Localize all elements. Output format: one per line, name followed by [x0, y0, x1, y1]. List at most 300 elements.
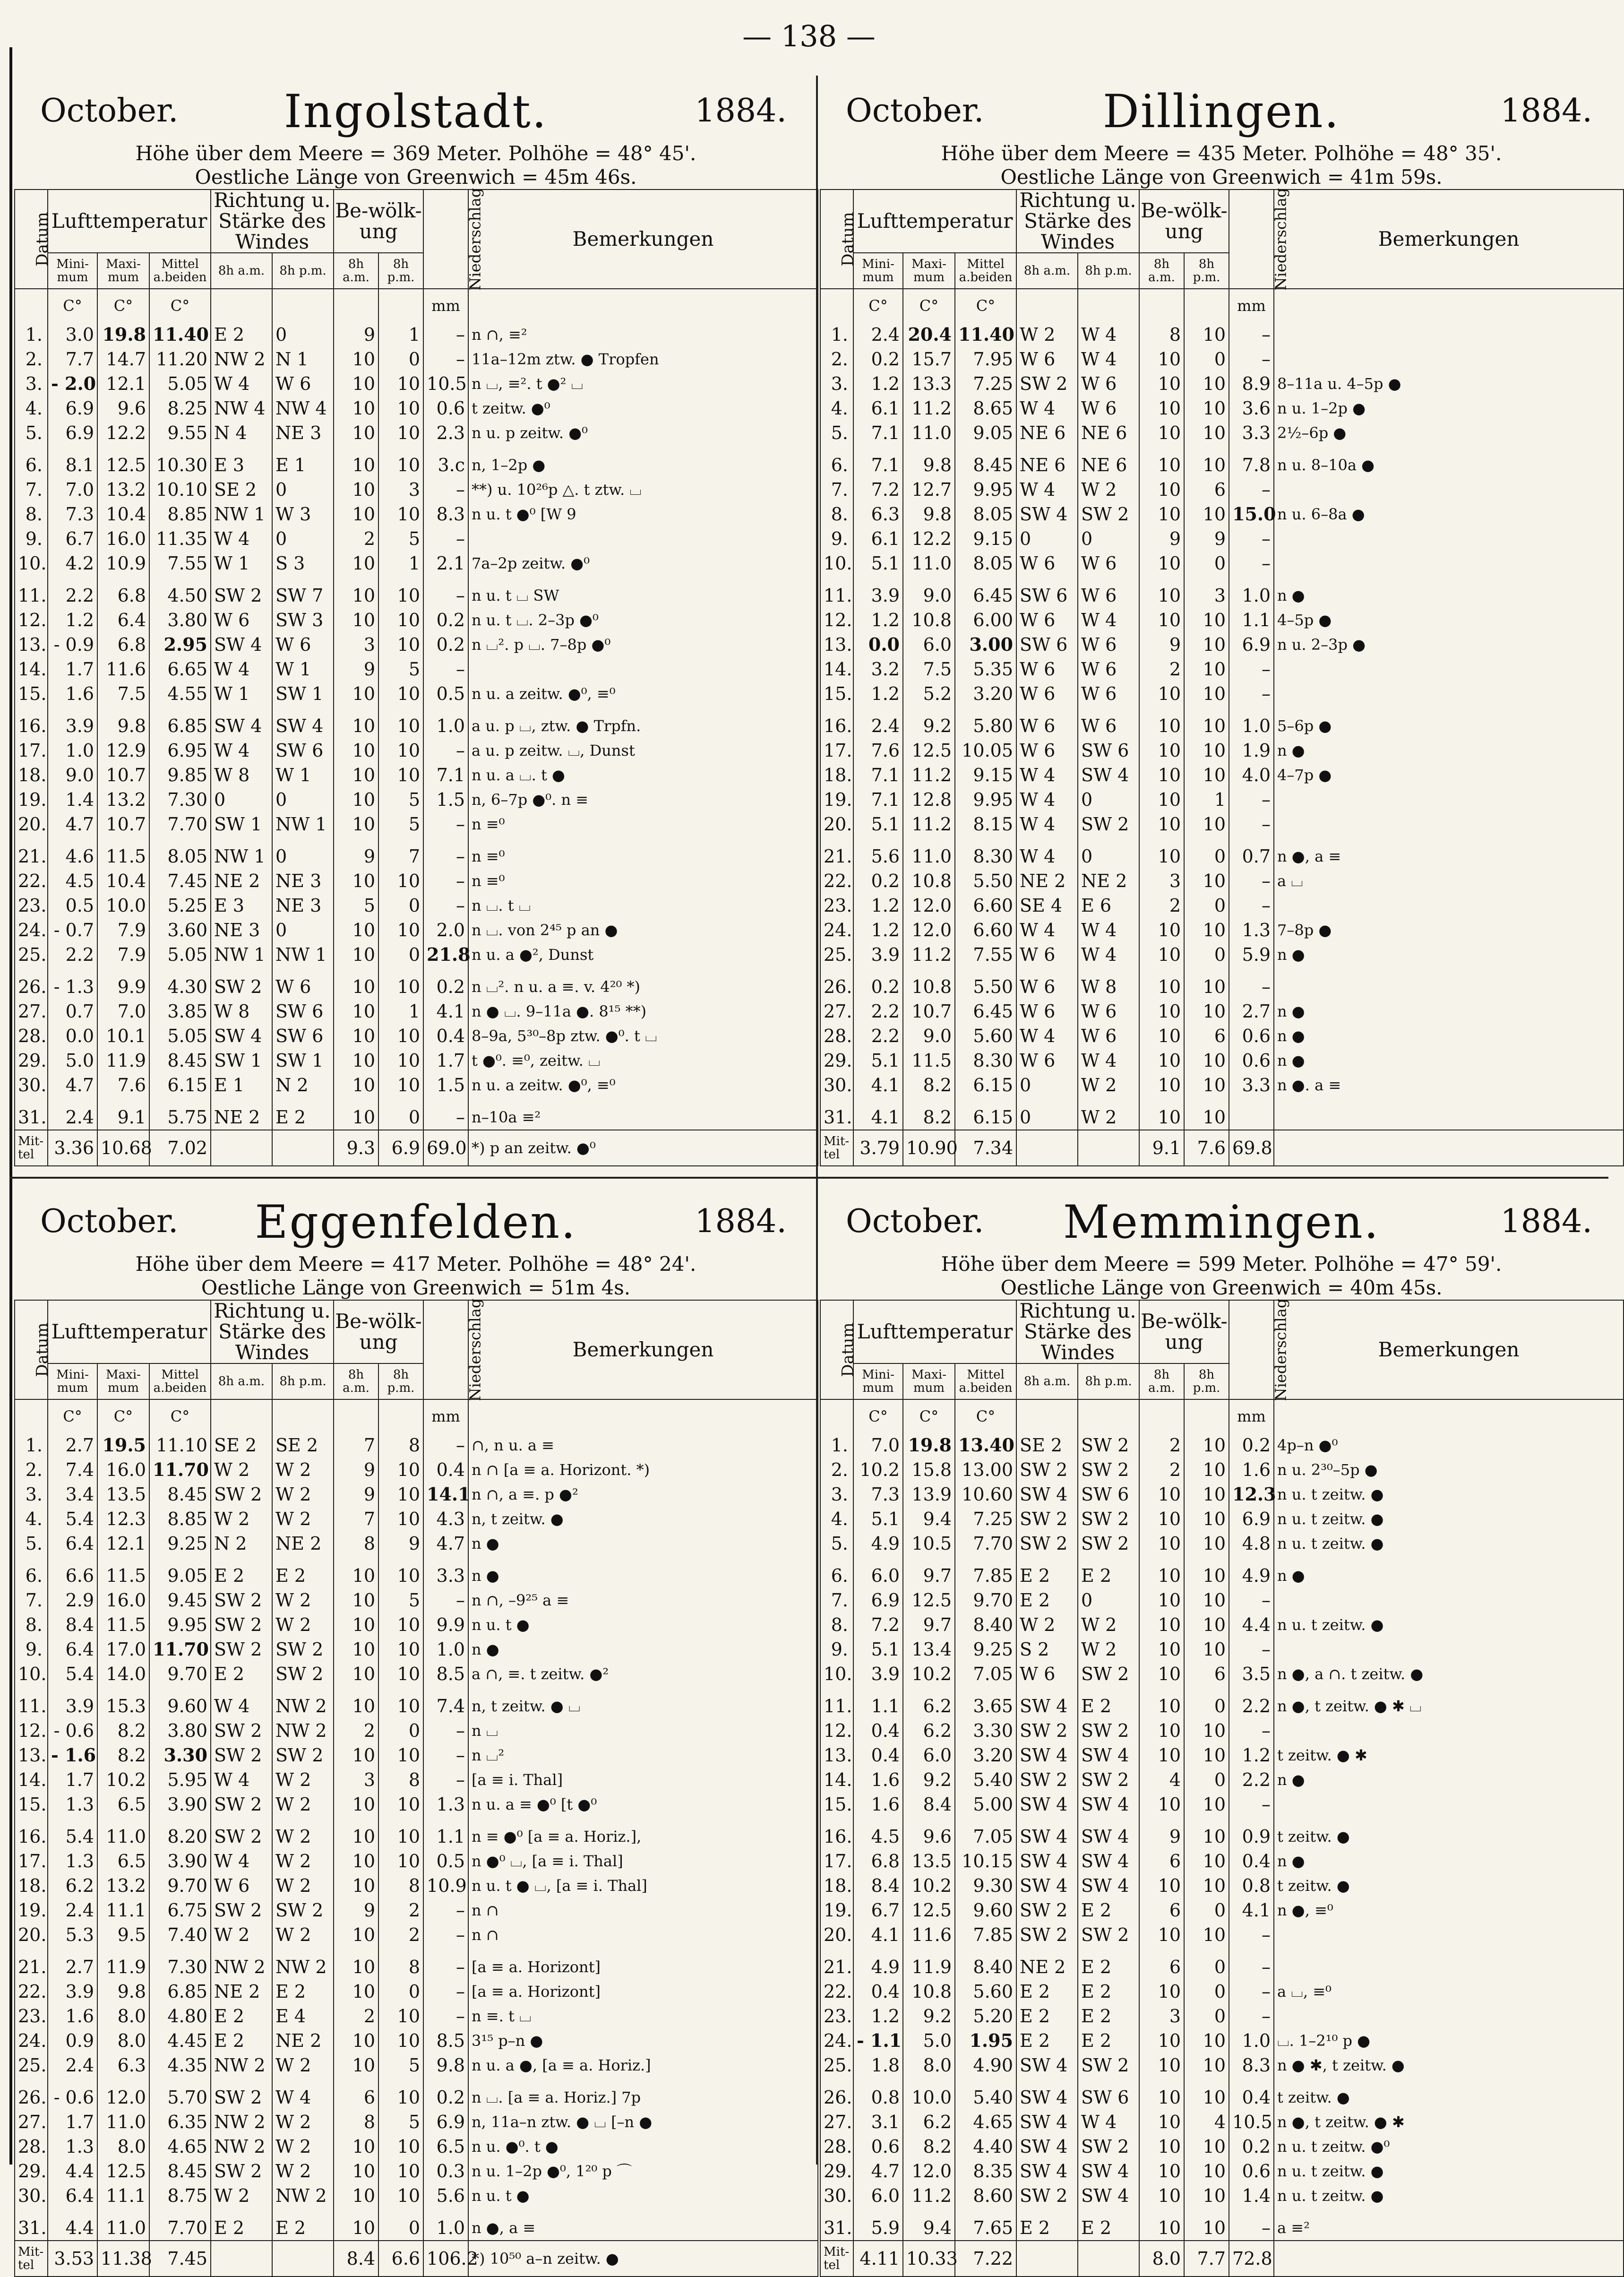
precipitation-cell: 0.3 — [423, 2159, 468, 2183]
precipitation-cell: – — [423, 893, 468, 918]
remarks-cell — [1274, 1792, 1624, 1817]
spacer-cell — [211, 2208, 272, 2216]
precipitation-cell: – — [1229, 347, 1274, 371]
cloud-pm-cell: 10 — [378, 1792, 423, 1817]
remarks-cell: [a ≡ a. Horizont] — [468, 1979, 818, 2004]
cloud-am-cell: 10 — [334, 347, 378, 371]
max-temp-cell: 11.0 — [97, 2110, 149, 2134]
min-temp-cell: 7.6 — [853, 738, 903, 763]
mean-temp-cell: 7.85 — [955, 1923, 1016, 1947]
units-cell — [468, 289, 818, 322]
max-temp-cell: 9.9 — [97, 975, 149, 999]
mean-temp-cell: 9.30 — [955, 1873, 1016, 1898]
spacer-row — [15, 2208, 818, 2216]
wind-pm-cell: W 2 — [272, 1824, 334, 1849]
precipitation-cell: 1.2 — [1229, 1743, 1274, 1768]
min-temp-cell: 0.2 — [853, 869, 903, 893]
spacer-cell — [1229, 576, 1274, 583]
precipitation-cell: – — [1229, 1637, 1274, 1662]
precipitation-cell: 3.3 — [1229, 1073, 1274, 1097]
spacer-cell — [820, 2078, 853, 2085]
spacer-cell — [853, 1556, 903, 1563]
spacer-cell — [97, 1556, 149, 1563]
precipitation-cell: 1.1 — [1229, 608, 1274, 632]
min-temp-cell: 2.4 — [853, 714, 903, 738]
spacer-cell — [211, 2078, 272, 2085]
spacer-row — [15, 1097, 818, 1105]
cloud-am-cell: 10 — [334, 421, 378, 445]
remarks-cell: n u. t ⌴ SW — [468, 583, 818, 608]
spacer-cell — [853, 837, 903, 844]
table-row — [15, 477, 818, 502]
header-bewoelkung: Be-wölk-ung — [1139, 1300, 1229, 1363]
table-row — [15, 1923, 818, 1947]
mean-temp-cell: 8.60 — [955, 2183, 1016, 2208]
table-row — [820, 999, 1624, 1024]
table-row — [820, 1588, 1624, 1613]
max-temp-cell: 10.2 — [903, 1662, 955, 1686]
wind-pm-cell: W 6 — [1078, 551, 1139, 576]
table-row — [820, 918, 1624, 942]
wind-pm-cell: W 4 — [1078, 1048, 1139, 1073]
day-cell: 23. — [820, 893, 853, 918]
wind-am-cell: NW 1 — [211, 942, 272, 967]
spacer-cell — [1139, 1556, 1184, 1563]
spacer-row — [820, 1947, 1624, 1955]
header-wind-am: 8h a.m. — [1016, 253, 1078, 289]
remarks-cell: n ● — [1274, 1048, 1624, 1073]
min-temp-cell: 1.6 — [853, 1792, 903, 1817]
mean-temp-cell: 8.40 — [955, 1955, 1016, 1979]
precipitation-cell: – — [1229, 322, 1274, 347]
mittel-row — [820, 1130, 1624, 1166]
spacer-cell — [1274, 2078, 1624, 2085]
cloud-pm-cell: 0 — [1184, 844, 1229, 869]
table-row — [820, 812, 1624, 837]
cloud-am-cell: 10 — [334, 477, 378, 502]
cloud-am-cell: 10 — [1139, 1563, 1184, 1588]
table-row — [820, 1482, 1624, 1507]
cloud-pm-cell: 0 — [1184, 2004, 1229, 2028]
day-cell: 6. — [820, 453, 853, 477]
wind-pm-cell: W 6 — [1078, 999, 1139, 1024]
wind-am-cell: N 4 — [211, 421, 272, 445]
day-cell: 24. — [15, 2028, 48, 2053]
mean-temp-cell: 7.05 — [955, 1662, 1016, 1686]
cloud-pm-cell: 10 — [378, 1458, 423, 1482]
max-temp-cell: 11.5 — [97, 1563, 149, 1588]
spacer-cell — [853, 1817, 903, 1824]
table-row — [820, 396, 1624, 421]
spacer-cell — [1016, 576, 1078, 583]
cloud-am-cell: 9 — [1139, 1824, 1184, 1849]
day-cell: 7. — [820, 477, 853, 502]
spacer-row — [820, 1097, 1624, 1105]
spacer-cell — [820, 1097, 853, 1105]
precipitation-cell: 3.3 — [423, 1563, 468, 1588]
mean-temp-cell: 11.40 — [955, 322, 1016, 347]
day-cell: 26. — [820, 2085, 853, 2110]
table-row — [15, 371, 818, 396]
spacer-cell — [1229, 967, 1274, 975]
day-cell: 21. — [15, 844, 48, 869]
wind-pm-cell: W 2 — [272, 1792, 334, 1817]
weather-table — [820, 189, 1624, 1166]
cloud-am-cell: 10 — [1139, 1048, 1184, 1073]
min-temp-cell: - 1.1 — [853, 2028, 903, 2053]
spacer-cell — [97, 1947, 149, 1955]
day-cell: 22. — [15, 1979, 48, 2004]
spacer-cell — [48, 576, 97, 583]
wind-am-cell: NW 1 — [211, 502, 272, 526]
spacer-cell — [15, 706, 48, 714]
cloud-am-cell: 10 — [1139, 1073, 1184, 1097]
remarks-cell: n u. 2–3p ● — [1274, 632, 1624, 657]
remarks-cell: n u. t zeitw. ●⁰ — [1274, 2134, 1624, 2159]
table-row — [820, 1105, 1624, 1130]
wind-am-cell: W 4 — [1016, 918, 1078, 942]
mean-temp-mean: 7.34 — [955, 1130, 1016, 1166]
wind-am-mean — [1016, 2241, 1078, 2277]
year-label: 1884. — [695, 1203, 787, 1240]
remarks-cell — [1274, 477, 1624, 502]
wind-pm-cell: SW 6 — [272, 738, 334, 763]
day-cell: 3. — [820, 1482, 853, 1507]
precipitation-cell: 1.9 — [1229, 738, 1274, 763]
day-cell: 11. — [15, 1694, 48, 1718]
precipitation-cell: 21.8 — [423, 942, 468, 967]
wind-am-cell: W 1 — [211, 681, 272, 706]
cloud-pm-cell: 0 — [1184, 1955, 1229, 1979]
cloud-am-cell: 10 — [1139, 477, 1184, 502]
cloud-am-cell: 4 — [1139, 1768, 1184, 1792]
mean-temp-cell: 7.40 — [149, 1923, 211, 1947]
mean-temp-cell: 3.20 — [955, 1743, 1016, 1768]
year-label: 1884. — [695, 92, 787, 129]
spacer-cell — [1274, 1556, 1624, 1563]
spacer-cell — [272, 2208, 334, 2216]
wind-am-cell: SW 2 — [211, 1613, 272, 1637]
precipitation-cell: – — [1229, 1792, 1274, 1817]
precipitation-cell: 0.5 — [423, 681, 468, 706]
table-row — [820, 1613, 1624, 1637]
spacer-row — [820, 967, 1624, 975]
spacer-cell — [468, 576, 818, 583]
wind-pm-cell: W 6 — [1078, 632, 1139, 657]
wind-am-cell: E 2 — [1016, 2028, 1078, 2053]
wind-am-cell: SW 4 — [1016, 1743, 1078, 1768]
cloud-am-cell: 10 — [1139, 583, 1184, 608]
min-temp-cell: 4.4 — [48, 2216, 97, 2241]
remarks-cell: n ≡⁰ — [468, 844, 818, 869]
spacer-cell — [1078, 1556, 1139, 1563]
spacer-cell — [1229, 2208, 1274, 2216]
spacer-cell — [97, 1097, 149, 1105]
horizontal-divider — [9, 1177, 1608, 1179]
max-temp-cell: 9.8 — [903, 502, 955, 526]
precipitation-mean: 106.2 — [423, 2241, 468, 2277]
spacer-cell — [334, 1817, 378, 1824]
cloud-pm-cell: 10 — [378, 371, 423, 396]
mean-temp-cell: 7.70 — [149, 812, 211, 837]
day-cell: 9. — [15, 526, 48, 551]
day-cell: 30. — [820, 2183, 853, 2208]
wind-pm-cell: E 2 — [272, 1979, 334, 2004]
table-row — [820, 1662, 1624, 1686]
precipitation-cell: 1.5 — [423, 1073, 468, 1097]
max-temp-cell: 12.5 — [903, 738, 955, 763]
day-cell: 12. — [820, 1718, 853, 1743]
spacer-cell — [48, 1686, 97, 1694]
spacer-cell — [272, 967, 334, 975]
cloud-pm-cell: 8 — [378, 1955, 423, 1979]
remarks-cell: n ● — [1274, 1849, 1624, 1873]
table-row — [15, 763, 818, 787]
header-max: Maxi-mum — [97, 253, 149, 289]
cloud-pm-cell: 10 — [378, 681, 423, 706]
remarks-cell — [1274, 1588, 1624, 1613]
day-cell: 24. — [15, 918, 48, 942]
mean-temp-cell: 11.70 — [149, 1637, 211, 1662]
spacer-cell — [1184, 2208, 1229, 2216]
wind-am-cell: W 6 — [211, 608, 272, 632]
precipitation-cell: 5.6 — [423, 2183, 468, 2208]
mean-temp-cell: 7.45 — [149, 869, 211, 893]
mean-temp-cell: 5.50 — [955, 975, 1016, 999]
day-cell: 9. — [820, 526, 853, 551]
min-temp-cell: 8.4 — [48, 1613, 97, 1637]
wind-am-cell: E 2 — [211, 2028, 272, 2053]
remarks-cell: n ⌴². p ⌴. 7–8p ●⁰ — [468, 632, 818, 657]
min-temp-cell: 8.1 — [48, 453, 97, 477]
header-lufttemperatur: Lufttemperatur — [48, 1300, 211, 1363]
header-max: Maxi-mum — [903, 1363, 955, 1399]
wind-pm-cell: NW 1 — [272, 942, 334, 967]
station-header — [14, 1182, 817, 1300]
spacer-cell — [853, 2208, 903, 2216]
cloud-am-cell: 10 — [1139, 1507, 1184, 1531]
mean-temp-cell: 11.10 — [149, 1433, 211, 1458]
precipitation-mean: 72.8 — [1229, 2241, 1274, 2277]
cloud-pm-cell: 10 — [1184, 714, 1229, 738]
spacer-cell — [423, 706, 468, 714]
spacer-row — [820, 1556, 1624, 1563]
precipitation-cell: 0.2 — [423, 975, 468, 999]
station-header — [820, 1182, 1623, 1300]
wind-am-cell: SE 2 — [1016, 1433, 1078, 1458]
cloud-pm-cell: 5 — [378, 1588, 423, 1613]
table-row — [15, 347, 818, 371]
max-temp-cell: 9.5 — [97, 1923, 149, 1947]
wind-pm-cell: W 4 — [1078, 942, 1139, 967]
wind-am-cell: SW 2 — [211, 1792, 272, 1817]
wind-am-cell: E 2 — [211, 1563, 272, 1588]
max-temp-cell: 13.3 — [903, 371, 955, 396]
units-cell — [1016, 1399, 1078, 1433]
max-temp-cell: 10.2 — [903, 1873, 955, 1898]
wind-am-cell: SW 1 — [211, 1048, 272, 1073]
remarks-cell: n u. t ⌴. 2–3p ●⁰ — [468, 608, 818, 632]
table-row — [820, 2183, 1624, 2208]
min-temp-cell: 1.2 — [853, 918, 903, 942]
max-temp-cell: 11.0 — [903, 551, 955, 576]
mean-temp-cell: 7.25 — [955, 371, 1016, 396]
table-row — [15, 657, 818, 681]
min-temp-cell: 7.7 — [48, 347, 97, 371]
wind-pm-cell: E 2 — [272, 1105, 334, 1130]
cloud-am-cell: 9 — [334, 657, 378, 681]
precipitation-cell: 2.7 — [1229, 999, 1274, 1024]
spacer-cell — [97, 576, 149, 583]
table-row — [15, 714, 818, 738]
mean-temp-cell: 8.30 — [955, 1048, 1016, 1073]
wind-pm-cell: 0 — [272, 477, 334, 502]
min-temp-cell: 4.7 — [48, 1073, 97, 1097]
spacer-row — [820, 837, 1624, 844]
max-temp-cell: 10.5 — [903, 1531, 955, 1556]
min-temp-cell: 10.2 — [853, 1458, 903, 1482]
cloud-am-cell: 10 — [334, 1849, 378, 1873]
remarks-cell: 11a–12m ztw. ● Tropfen — [468, 347, 818, 371]
spacer-cell — [1139, 1817, 1184, 1824]
remarks-cell: n u. ●⁰. t ● — [468, 2134, 818, 2159]
min-temp-cell: 7.1 — [853, 421, 903, 445]
cloud-pm-cell: 10 — [1184, 1458, 1229, 1482]
header-wind-pm: 8h p.m. — [272, 253, 334, 289]
min-temp-cell: 0.0 — [853, 632, 903, 657]
table-row — [820, 1024, 1624, 1048]
wind-am-cell: SW 4 — [1016, 2134, 1078, 2159]
spacer-cell — [423, 837, 468, 844]
day-cell: 17. — [820, 738, 853, 763]
min-temp-cell: 5.1 — [853, 551, 903, 576]
cloud-pm-cell: 6 — [1184, 1024, 1229, 1048]
min-temp-cell: 4.7 — [853, 2159, 903, 2183]
spacer-cell — [1274, 1686, 1624, 1694]
min-temp-cell: 2.4 — [48, 1105, 97, 1130]
min-temp-cell: 8.4 — [853, 1873, 903, 1898]
precipitation-cell: 0.4 — [1229, 1849, 1274, 1873]
min-temp-cell: 3.1 — [853, 2110, 903, 2134]
wind-am-cell: W 4 — [1016, 763, 1078, 787]
header-niederschlag: Niederschlag — [423, 190, 468, 289]
mean-temp-cell: 9.55 — [149, 421, 211, 445]
table-row — [820, 1433, 1624, 1458]
mean-temp-cell: 3.30 — [955, 1718, 1016, 1743]
cloud-pm-cell: 0 — [1184, 942, 1229, 967]
max-temp-cell: 9.0 — [903, 583, 955, 608]
table-row — [15, 812, 818, 837]
max-temp-cell: 12.7 — [903, 477, 955, 502]
wind-am-cell: W 6 — [1016, 942, 1078, 967]
spacer-cell — [15, 967, 48, 975]
mean-temp-cell: 8.20 — [149, 1824, 211, 1849]
cloud-am-cell: 10 — [334, 1637, 378, 1662]
precipitation-cell: – — [1229, 526, 1274, 551]
wind-pm-cell: SW 4 — [1078, 1792, 1139, 1817]
units-cell — [334, 289, 378, 322]
cloud-pm-cell: 10 — [1184, 812, 1229, 837]
cloud-am-cell: 2 — [334, 526, 378, 551]
remarks-cell: n u. t ●⁰ [W 9 — [468, 502, 818, 526]
cloud-pm-cell: 10 — [1184, 2085, 1229, 2110]
min-temp-cell: 7.1 — [853, 453, 903, 477]
wind-am-cell: SW 4 — [211, 714, 272, 738]
spacer-row — [820, 445, 1624, 453]
max-temp-cell: 10.7 — [97, 763, 149, 787]
header-bemerkungen: Bemerkungen — [468, 1300, 818, 1399]
wind-pm-cell: SW 4 — [1078, 1824, 1139, 1849]
min-temp-cell: 4.1 — [853, 1073, 903, 1097]
remarks-cell: n u. t ● — [468, 1613, 818, 1637]
spacer-cell — [48, 445, 97, 453]
cloud-am-cell: 6 — [1139, 1955, 1184, 1979]
header-lufttemperatur: Lufttemperatur — [48, 190, 211, 253]
cloud-am-cell: 8 — [1139, 322, 1184, 347]
cloud-pm-cell: 10 — [378, 738, 423, 763]
spacer-cell — [378, 576, 423, 583]
max-temp-cell: 6.8 — [97, 583, 149, 608]
wind-pm-cell: SW 2 — [1078, 1531, 1139, 1556]
unit-temp: C° — [903, 289, 955, 322]
spacer-cell — [423, 1686, 468, 1694]
spacer-cell — [1016, 1817, 1078, 1824]
min-temp-cell: 1.7 — [48, 657, 97, 681]
day-cell: 6. — [820, 1563, 853, 1588]
spacer-row — [15, 1556, 818, 1563]
spacer-cell — [211, 1686, 272, 1694]
max-temp-cell: 12.5 — [97, 2159, 149, 2183]
spacer-cell — [423, 445, 468, 453]
remarks-cell: 7a–2p zeitw. ●⁰ — [468, 551, 818, 576]
remarks-cell: n ⌴. t ⌴ — [468, 893, 818, 918]
cloud-pm-cell: 1 — [378, 999, 423, 1024]
remarks-cell: n ∩, ≡² — [468, 322, 818, 347]
cloud-pm-cell: 10 — [378, 1849, 423, 1873]
day-cell: 8. — [15, 1613, 48, 1637]
spacer-cell — [211, 706, 272, 714]
precipitation-cell: 1.0 — [1229, 2028, 1274, 2053]
cloud-am-cell: 10 — [1139, 347, 1184, 371]
precipitation-cell: – — [1229, 1718, 1274, 1743]
cloud-am-cell: 10 — [334, 1073, 378, 1097]
day-cell: 16. — [820, 714, 853, 738]
spacer-cell — [15, 445, 48, 453]
min-temp-cell: 0.4 — [853, 1718, 903, 1743]
wind-am-cell: W 6 — [1016, 608, 1078, 632]
table-row — [820, 632, 1624, 657]
cloud-pm-mean: 7.6 — [1184, 1130, 1229, 1166]
max-temp-cell: 16.0 — [97, 1588, 149, 1613]
max-temp-cell: 13.9 — [903, 1482, 955, 1507]
wind-pm-cell: NE 3 — [272, 893, 334, 918]
min-temp-cell: 7.0 — [853, 1433, 903, 1458]
day-cell: 28. — [820, 1024, 853, 1048]
wind-pm-cell: SW 6 — [272, 1024, 334, 1048]
day-cell: 28. — [15, 1024, 48, 1048]
wind-pm-cell: W 2 — [272, 1507, 334, 1531]
day-cell: 20. — [820, 1923, 853, 1947]
precipitation-cell: 0.9 — [1229, 1824, 1274, 1849]
cloud-pm-cell: 5 — [378, 2053, 423, 2078]
precipitation-cell: 7.4 — [423, 1694, 468, 1718]
table-row — [820, 608, 1624, 632]
cloud-am-cell: 10 — [334, 763, 378, 787]
table-row — [15, 2216, 818, 2241]
table-row — [820, 2004, 1624, 2028]
spacer-cell — [955, 1686, 1016, 1694]
spacer-cell — [903, 967, 955, 975]
